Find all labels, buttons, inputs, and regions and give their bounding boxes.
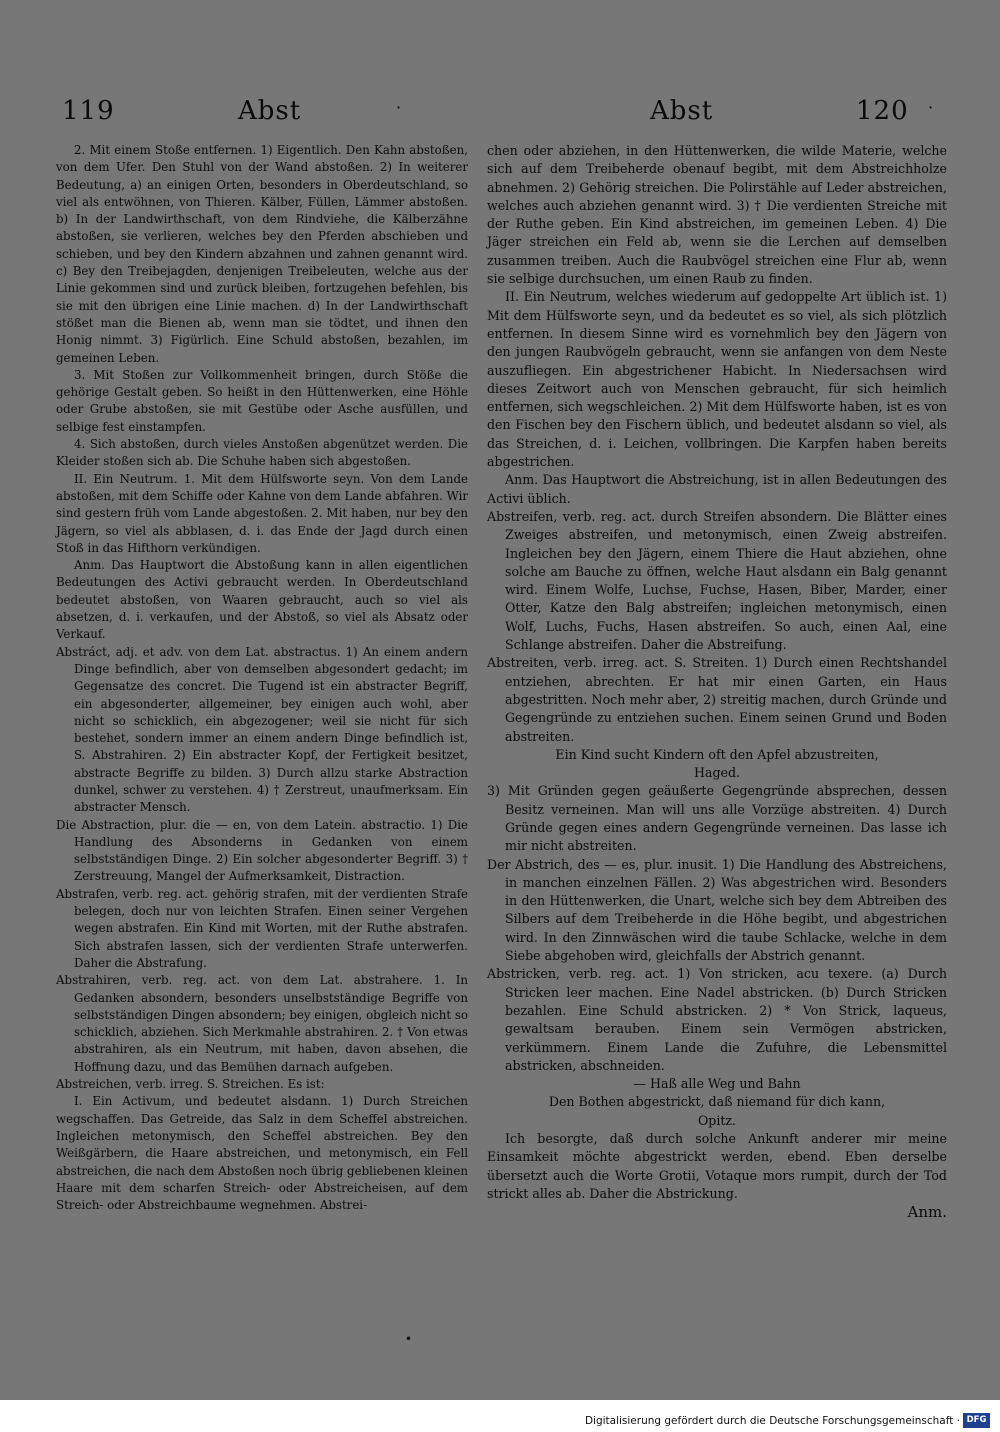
scan-speck: •	[405, 1332, 413, 1346]
page-header	[0, 96, 1000, 136]
header-dot-left: ·	[396, 98, 403, 117]
dictionary-entry: Abstreiten, verb. irreg. act. S. Streiten. 1) Durch einen Rechtshandel entziehen, abrechten. Er hat mir einen Garten, ein Haus abgestritten. Noch mehr aber, 2) streitig machen, durch Gründe und Gegengründe zu entziehen suchen. Einem seinen Grund und Boden abstreiten.	[487, 655, 947, 744]
quote-attribution: Haged.	[693, 765, 741, 781]
running-head-right: Abst	[650, 96, 714, 126]
dictionary-entry: Die Abstraction, plur. die — en, von dem Latein. abstractio. 1) Die Handlung des Absonderns in Gedanken von einem selbstständigen Dinge. 2) Ein solcher abgesonderter Begriff. 3) † Zerstreuung, Mangel der Aufmerksamkeit, Distraction.	[56, 817, 468, 884]
header-dot-right: ·	[928, 98, 935, 117]
dictionary-entry: Der Abstrich, des — es, plur. inusit. 1) Die Handlung des Abstreichens, in manchen einzelnen Fällen. 2) Was abgestrichen wird. Besonders in den Hüttenwerken, die Unart, welche sich bey dem Abtreiben des Silbers auf dem Treibeherde in die Höhe begibt, und abgestrichen wird. In den Zinnwäschen wird die taube Schlacke, welche in dem Siebe abgehoben wird, gleichfalls der Abstrich genannt.	[487, 856, 947, 964]
paragraph: 4. Sich abstoßen, durch vieles Anstoßen abgenützet werden. Die Kleider stoßen sich ab. Die Schuhe haben sich abgestoßen.	[56, 437, 468, 469]
dictionary-entry: Abstreifen, verb. reg. act. durch Streifen absondern. Die Blätter eines Zweiges abstreifen, und metonymisch, einen Zweig abstreifen. Ingleichen bey den Jägern, einem Thiere die Haut abziehen, ohne solche am Bauche zu öffnen, welche Haut alsdann ein Balg genannt wird. Einem Wolfe, Luchse, Fuchse, Hasen, Biber, Marder, einer Otter, Katze den Balg abstreifen; ingleichen metonymisch, einen Wolf, Luchs, Fuchs, Hasen abstreifen. So auch, einen Aal, eine Schlange abstreifen. Daher die Abstreifung.	[487, 508, 947, 653]
left-column	[56, 142, 468, 1214]
dictionary-entry: Abstreichen, verb. irreg. S. Streichen. Es ist:	[56, 1077, 325, 1092]
running-head-left: Abst	[238, 96, 302, 126]
paragraph: chen oder abziehen, in den Hüttenwerken, die wilde Materie, welche sich auf dem Treibeherde obenauf begibt, mit dem Abstreichholze abnehmen. 2) Gehörig streichen. Die Polirstähle auf Leder abstreichen, welches auch abziehen genannt wird. 3) † Die verdienten Streiche mit der Ruthe geben. Ein Kind abstreichen, im gemeinen Leben. 4) Die Jäger streichen ein Feld ab, wenn sie die Lerchen auf demselben zusammen treiben. Auch die Raubvögel streichen eine Flur ab, wenn sie selbige durchsuchen, um einen Raub zu finden.	[487, 143, 947, 287]
catchword: Anm.	[907, 1203, 947, 1222]
verse-quote: Den Bothen abgestrickt, daß niemand für dich kann,	[548, 1094, 886, 1110]
dictionary-entry: Abstricken, verb. reg. act. 1) Von stricken, acu texere. (a) Durch Stricken leer machen. Eine Nadel abstricken. (b) Durch Stricken bezahlen. Eine Schuld abstricken. 2) * Von Strick, laqueus, gewaltsam berauben. Einem sein Vermögen abstricken, verkümmern. Einem Lande die Zufuhre, die Lebensmittel abstricken, abschneiden.	[487, 966, 947, 1073]
paragraph: 3. Mit Stoßen zur Vollkommenheit bringen, durch Stöße die gehörige Gestalt geben. So heißt in den Hüttenwerken, eine Höhle oder Grube abstoßen, sie mit Gestübe oder Asche ausfüllen, und selbige fest einstampfen.	[56, 367, 468, 434]
paragraph: 3) Mit Gründen gegen geäußerte Gegengründe absprechen, dessen Besitz verneinen. Man will uns alle Vorzüge abstreiten. 4) Durch Gründe gegen eines andern Gegengründe verneinen. Das lasse ich mir nicht abstreiten.	[487, 783, 947, 854]
dictionary-entry: Abstrahiren, verb. reg. act. von dem Lat. abstrahere. 1. In Gedanken absondern, besonders unselbstständige Begriffe von selbstständigen Dingen absondern; bey einigen, obgleich nicht so schicklich, abziehen. Sich Merkmahle abstrahiren. 2. † Von etwas abstrahiren, als ein Neutrum, mit haben, davon absehen, die Hoffnung dazu, und das Bemühen darnach aufgeben.	[56, 973, 468, 1074]
page-number-right: 120	[856, 96, 909, 126]
dictionary-entry: Abstráct, adj. et adv. von dem Lat. abstractus. 1) An einem andern Dinge befindlich, aber von demselben abgesondert gedacht; im Gegensatze des concret. Die Tugend ist ein abstracter Begriff, ein abgesonderter, allgemeiner, bey einigen auch wohl, aber nicht so schicklich, ein abgezogener; weil sie nicht für sich bestehet, sondern immer an einem andern Dinge befindlich ist, S. Abstrahiren. 2) Ein abstracter Kopf, der Fertigkeit besitzet, abstracte Begriffe zu bilden. 3) Durch allzu starke Abstraction dunkel, schwer zu verstehen. 4) † Zerstreut, unaufmerksam. Ein abstracter Mensch.	[56, 644, 468, 815]
dictionary-entry: Abstrafen, verb. reg. act. gehörig strafen, mit der verdienten Strafe belegen, doch nur von leichten Strafen. Einen seiner Vergehen wegen abstrafen. Ein Kind mit Worten, mit der Ruthe abstrafen. Sich abstrafen lassen, sich der verdienten Strafe unterwerfen. Daher die Abstrafung.	[56, 886, 468, 970]
paragraph: I. Ein Activum, und bedeutet alsdann. 1) Durch Streichen wegschaffen. Das Getreide, das Salz in dem Scheffel abstreichen. Ingleichen metonymisch, den Scheffel abstreichen. Bey den Weißgärbern, die Haare abstreichen, und metonymisch, ein Fell abstreichen, die nach dem Abstoßen noch übrig gebliebenen kleinen Haare mit dem scharfen Streich- oder Abstreicheisen, auf dem Streich- oder Abstreichbaume wegnehmen. Abstrei-	[56, 1094, 468, 1213]
footer-bar	[0, 1400, 1000, 1432]
paragraph: II. Ein Neutrum, welches wiederum auf gedoppelte Art üblich ist. 1) Mit dem Hülfsworte seyn, und da bedeutet es so viel, als sich plötzlich entfernen. In diesem Sinne wird es vornehmlich bey den Jägern von den jungen Raubvögeln gebraucht, wenn sie anfangen von dem Neste auszufliegen. Ein abgestrichener Habicht. In Niedersachsen wird dieses Zeitwort auch von Menschen gebraucht, für sich heimlich entfernen, sich wegschleichen. 2) Mit dem Hülfsworte haben, ist es von den Fischen bey den Fischern üblich, und bedeutet alsdann so viel, als das Streichen, d. i. Leichen, vollbringen. Die Karpfen haben bereits abgestrichen.	[487, 289, 947, 470]
paragraph: Anm. Das Hauptwort die Abstreichung, ist in allen Bedeutungen des Activi üblich.	[487, 472, 947, 506]
verse-quote: Ein Kind sucht Kindern oft den Apfel abzustreiten,	[555, 746, 879, 762]
page-number-left: 119	[62, 96, 115, 126]
funding-credit: Digitalisierung gefördert durch die Deutsche Forschungsgemeinschaft ·	[584, 1415, 960, 1427]
dfg-logo-icon: DFG	[963, 1413, 990, 1428]
right-column	[487, 142, 947, 1222]
paragraph: II. Ein Neutrum. 1. Mit dem Hülfsworte seyn. Von dem Lande abstoßen, mit dem Schiffe oder Kahne von dem Lande abfahren. Wir sind gestern früh vom Lande abgestoßen. 2. Mit haben, nur bey den Jägern, so viel als abblasen, d. i. das Ende der Jagd durch einen Stoß in das Hifthorn verkündigen.	[56, 471, 468, 555]
paragraph: Ich besorgte, daß durch solche Ankunft anderer mir meine Einsamkeit möchte abgestrickt werden, ebend. Eben derselbe übersetzt auch die Worte Grotii, Votaque mors rumpit, durch der Tod strickt alles ab. Daher die Abstrickung.	[487, 1131, 947, 1201]
paragraph: 2. Mit einem Stoße entfernen. 1) Eigentlich. Den Kahn abstoßen, von dem Ufer. Den Stuhl von der Wand abstoßen. 2) In weiterer Bedeutung, a) an einigen Orten, besonders in Oberdeutschland, so viel als entwöhnen, von Thieren. Kälber, Füllen, Lämmer abstoßen. b) In der Landwirthschaft, von dem Rindviehe, die Kälberzähne abstoßen, sie verlieren, welches bey den Pferden abschieben und schieben, und bey den Kindern abzahnen und zahnen genannt wird. c) Bey den Treibejagden, denjenigen Treibeleuten, welche aus der Linie gekommen sind und zurück bleiben, fortzugehen befehlen, bis sie mit den übrigen eine Linie machen. d) In der Landwirthschaft stößet man die Bienen ab, wenn man sie tödtet, und ihnen den Honig nimmt. 3) Figürlich. Eine Schuld abstoßen, bezahlen, im gemeinen Leben.	[56, 143, 468, 365]
paragraph: Anm. Das Hauptwort die Abstoßung kann in allen eigentlichen Bedeutungen des Activi gebraucht werden. In Oberdeutschland bedeutet abstoßen, von Waaren gebraucht, auch so viel als absetzen, d. i. verkaufen, und der Abstoß, so viel als Absatz oder Verkauf.	[56, 558, 468, 642]
verse-quote: — Haß alle Weg und Bahn	[633, 1076, 801, 1092]
quote-attribution: Opitz.	[697, 1112, 737, 1128]
